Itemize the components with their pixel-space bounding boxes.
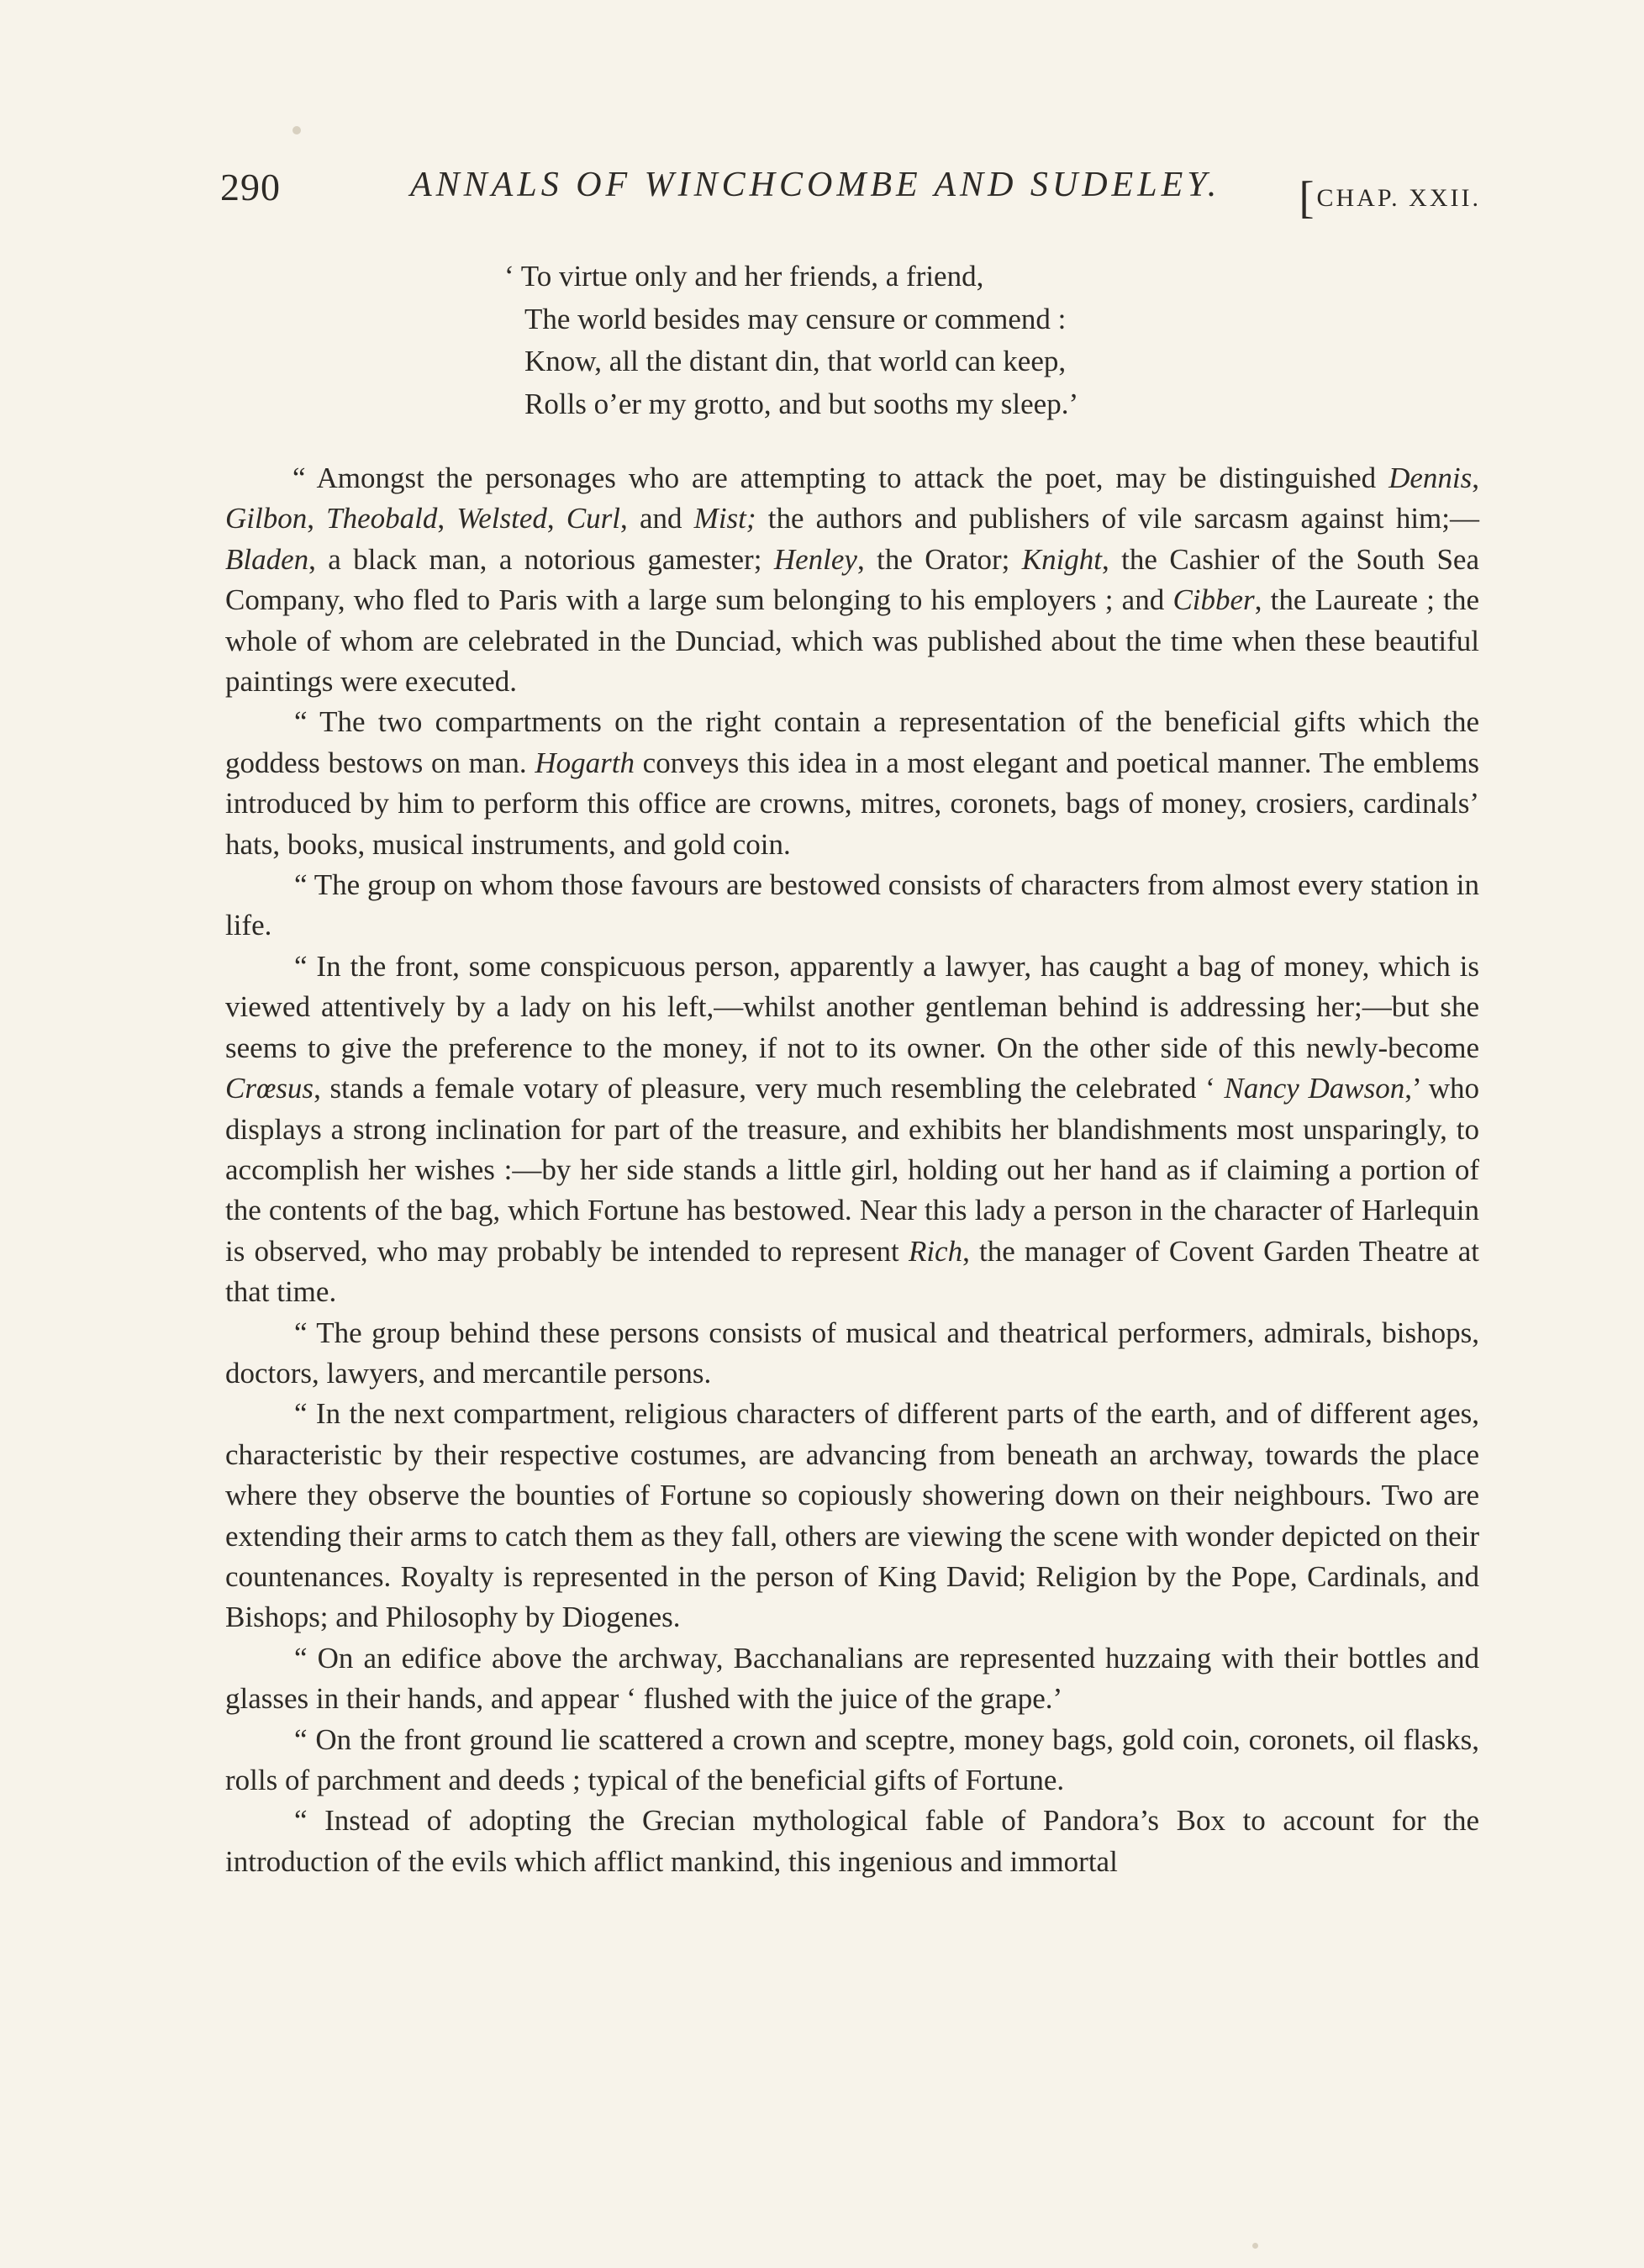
paragraph <box>225 1313 1479 1395</box>
text-run: “ Amongst the personages who are attempting to attack the poet, may be distinguished <box>292 462 1389 494</box>
text-run: , <box>1472 462 1479 494</box>
italic-name: Knight <box>1021 542 1103 576</box>
text-run: the authors and publishers of vile sarcasm against him;— <box>756 502 1479 535</box>
italic-name: Crœsus <box>225 1072 314 1105</box>
italic-name: Theobald <box>326 502 438 535</box>
italic-name: Hogarth <box>535 746 635 779</box>
paragraph <box>225 458 1479 702</box>
paragraph <box>225 1394 1479 1638</box>
text-run: “ The two compartments on the right contain a representation of the beneficial gifts which the goddess bestows on man. <box>225 705 1479 779</box>
italic-name: Henley <box>773 542 857 576</box>
paper-spot <box>1252 2243 1258 2249</box>
italic-name: Dennis <box>1388 462 1473 494</box>
italic-name: Welsted <box>456 502 547 535</box>
chapter-number: CHAP. XXII. <box>1316 184 1481 212</box>
italic-name: Cibber <box>1172 583 1255 617</box>
paragraph <box>225 865 1479 947</box>
paragraph <box>225 1720 1479 1801</box>
page-number: 290 <box>220 166 281 208</box>
text-run: , <box>307 502 327 535</box>
verse-line: The world besides may censure or commend : <box>524 302 1067 335</box>
text-run: “ The group on whom those favours are bestowed consists of characters from almost every station in life. <box>225 868 1479 942</box>
running-title: ANNALS OF WINCHCOMBE AND SUDELEY. <box>410 166 1221 204</box>
text-run: , the Orator; <box>856 542 1022 576</box>
chapter-bracket: [ <box>1299 172 1317 223</box>
paragraph <box>225 1801 1479 1882</box>
text-run: , <box>437 502 457 535</box>
running-header <box>220 160 1481 223</box>
paragraph <box>225 1638 1479 1720</box>
text-run: , the Laureate ; the whole of whom are celebrated in the Dunciad, which was published about the time when these beautiful paintings were executed. <box>225 583 1479 699</box>
italic-name: Curl <box>566 502 621 535</box>
body-text <box>225 458 1479 1882</box>
text-run: conveys this idea in a most elegant and poetical manner. The emblems introduced by him to perform this office are crowns, mitres, coronets, bags of money, crosiers, cardinals’ hats, books, musical instruments, and gold coin. <box>225 746 1480 861</box>
text-run: “ In the front, some conspicuous person, apparently a lawyer, has caught a bag of money, which is viewed attentively by a lady on his left,—whilst another gentleman behind is addressing her;—but she seems to give the preference to the money, if not to its owner. On the other side of this newly-become <box>225 949 1479 1064</box>
verse-line: Know, all the distant din, that world can keep, <box>524 345 1067 377</box>
italic-name: Rich <box>908 1234 963 1268</box>
text-run: , a black man, a notorious gamester; <box>308 542 774 576</box>
text-run: , stands a female votary of pleasure, very much resembling the celebrated ‘ <box>314 1072 1225 1105</box>
verse-line: Rolls o’er my grotto, and but sooths my sleep.’ <box>524 387 1079 420</box>
italic-name: Nancy Dawson <box>1224 1072 1405 1105</box>
text-run: “ On an edifice above the archway, Bacchanalians are represented huzzaing with their bottles and glasses in their hands, and appear ‘ flushed with the juice of the grape.’ <box>225 1641 1479 1716</box>
paragraph <box>225 947 1479 1313</box>
text-run: “ On the front ground lie scattered a crown and sceptre, money bags, gold coin, coronets, oil flasks, rolls of parchment and deeds ; typical of the beneficial gifts of Fortune. <box>225 1722 1479 1796</box>
text-run: ,’ who displays a strong inclination for part of the treasure, and exhibits her blandishments most unsparingly, to accomplish her wishes :—by her side stands a little girl, holding out her hand as if claiming a portion of the contents of the bag, which Fortune has bestowed. Near this lady a person in the character of Harlequin is observed, who may probably be intended to represent <box>225 1072 1480 1268</box>
italic-name: Mist; <box>693 502 756 535</box>
text-run: , <box>546 502 566 535</box>
text-run: , the manager of Covent Garden Theatre at that time. <box>225 1234 1479 1309</box>
italic-name: Gilbon <box>225 502 308 535</box>
verse-quotation <box>504 256 1078 425</box>
text-run: “ Instead of adopting the Grecian mythological fable of Pandora’s Box to account for the introduction of the evils which afflict mankind, this ingenious and immortal <box>225 1804 1479 1878</box>
paper-spot <box>292 126 301 134</box>
paragraph <box>225 702 1479 865</box>
italic-name: Bladen <box>225 542 309 576</box>
text-run: , the Cashier of the South Sea Company, who fled to Paris with a large sum belonging to his employers ; and <box>225 542 1479 617</box>
text-run: , and <box>620 502 694 535</box>
text-run: “ In the next compartment, religious characters of different parts of the earth, and of different ages, characteristic by their respective costumes, are advancing from beneath an archway, towards the place where they observe the bounties of Fortune so copiously showering down on their neighbours. Two are extending their arms to catch them as they fall, others are viewing the scene with wonder depicted on their countenances. Royalty is represented in the person of King David; Religion by the Pope, Cardinals, and Bishops; and Philosophy by Diogenes. <box>225 1397 1479 1634</box>
chapter-label <box>1299 165 1482 223</box>
text-run: “ The group behind these persons consists of musical and theatrical performers, admirals, bishops, doctors, lawyers, and mercantile persons. <box>225 1316 1479 1390</box>
verse-line: ‘ To virtue only and her friends, a friend, <box>504 260 984 293</box>
